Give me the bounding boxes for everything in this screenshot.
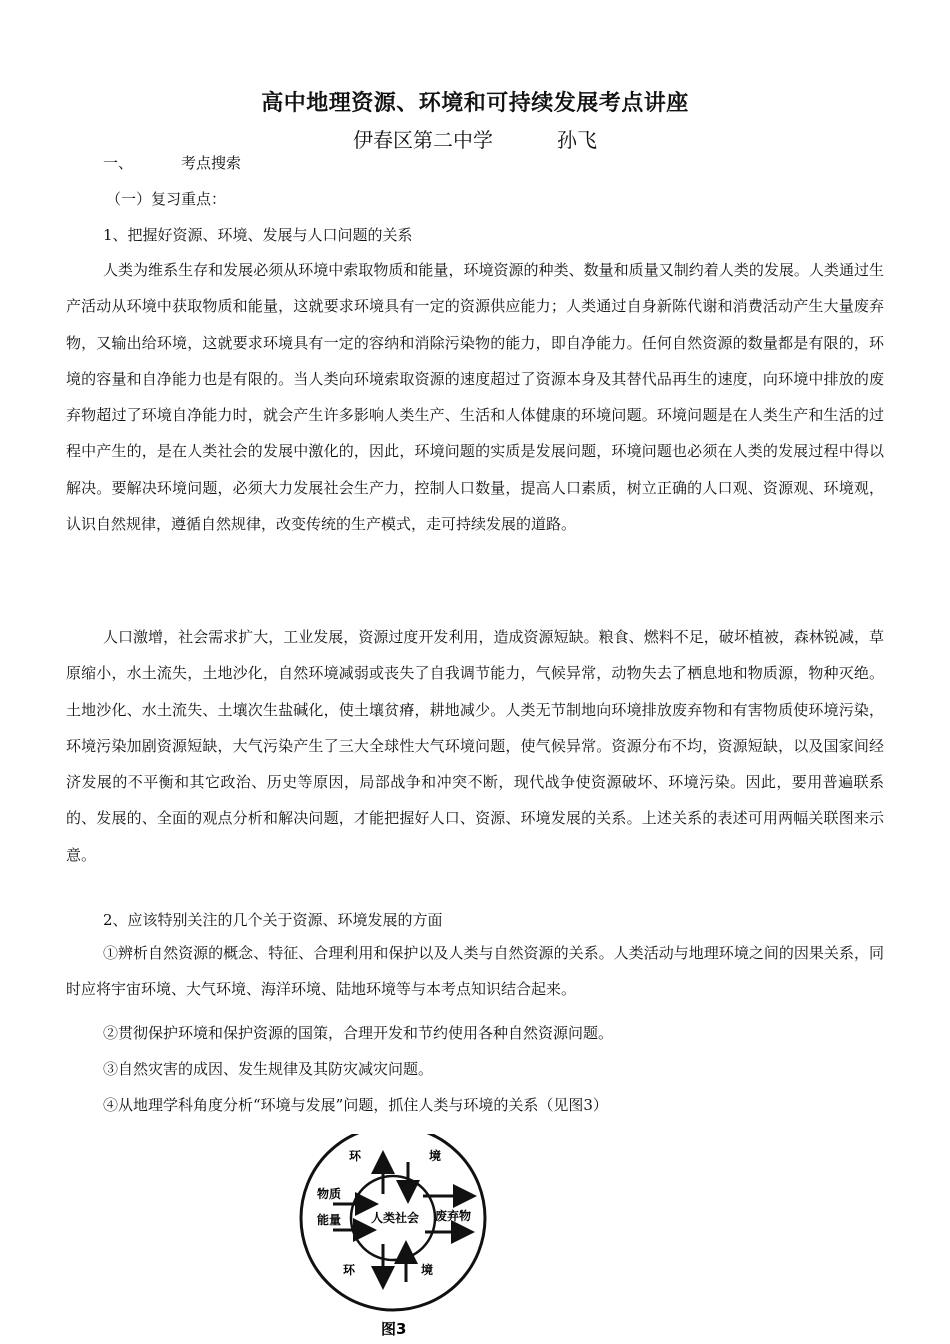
subsection-heading: （一）复习重点： xyxy=(106,190,227,208)
label-left-2: 能量 xyxy=(317,1213,342,1227)
label-top-left: 环 xyxy=(349,1149,362,1163)
list-item-1: ①辨析自然资源的概念、特征、合理利用和保护以及人类与自然资源的关系。人类活动与地理环境之间的因果关系，同时应将宇宙环境、大气环境、海洋环境、陆地环境等与本考点知识结合起来。 xyxy=(66,944,884,999)
figure-caption: 图3 xyxy=(381,1320,407,1338)
point-heading-1: 1、把握好资源、环境、发展与人口问题的关系 xyxy=(103,226,413,244)
label-bottom-right: 境 xyxy=(421,1263,434,1277)
school-name: 伊春区第二中学 xyxy=(353,128,493,152)
section-heading xyxy=(103,152,241,173)
page-title: 高中地理资源、环境和可持续发展考点讲座 xyxy=(261,91,689,116)
paragraph-2: 人口激增，社会需求扩大，工业发展，资源过度开发利用，造成资源短缺。粮食、燃料不足，破坏植被，森林锐减，草原缩小，水土流失，土地沙化，自然环境减弱或丧失了自我调节能力，气候异常，动物失去了栖息地和物质源，物种灭绝。土地沙化、水土流失、土壤次生盐碱化，使土壤贫瘠，耕地减少。人类无节制地向环境排放废弃物和有害物质使环境污染，环境污染加剧资源短缺，大气污染产生了三大全球性大气环境问题，使气候异常。资源分布不均，资源短缺，以及国家间经济发展的不平衡和其它政治、历史等原因，局部战争和冲突不断，现代战争使资源破坏、环境污染。因此，要用普遍联系的、发展的、全面的观点分析和解决问题，才能把握好人口、资源、环境发展的关系。上述关系的表述可用两幅关联图来示意。 xyxy=(66,628,884,864)
paragraph-1: 人类为维系生存和发展必须从环境中索取物质和能量，环境资源的种类、数量和质量又制约着人类的发展。人类通过生产活动从环境中获取物质和能量，这就要求环境具有一定的资源供应能力；人类通过自身新陈代谢和消费活动产生大量废弃物，又输出给环境，这就要求环境具有一定的容纳和消除污染物的能力，即自净能力。任何自然资源的数量都是有限的，环境的容量和自净能力也是有限的。当人类向环境索取资源的速度超过了资源本身及其替代品再生的速度，向环境中排放的废弃物超过了环境自净能力时，就会产生许多影响人类生产、生活和人体健康的环境问题。环境问题是在人类生产和生活的过程中产生的，是在人类社会的发展中激化的，因此，环境问题的实质是发展问题，环境问题也必须在人类的发展过程中得以解决。要解决环境问题，必须大力发展社会生产力，控制人口数量，提高人口素质，树立正确的人口观、资源观、环境观，认识自然规律，遵循自然规律，改变传统的生产模式，走可持续发展的道路。 xyxy=(66,261,884,534)
figure-3-diagram xyxy=(293,1134,503,1339)
section-title: 考点搜索 xyxy=(181,154,242,172)
list-item-2: ②贯彻保护环境和保护资源的国策，合理开发和节约使用各种自然资源问题。 xyxy=(103,1024,614,1042)
label-left-1: 物质 xyxy=(317,1187,342,1201)
environment-society-diagram xyxy=(293,1134,503,1339)
point-heading-2: 2、应该特别关注的几个关于资源、环境发展的方面 xyxy=(103,911,443,929)
author-name: 孙飞 xyxy=(557,128,597,152)
label-right: 废弃物 xyxy=(435,1209,472,1223)
list-item-4: ④从地理学科角度分析“环境与发展”问题，抓住人类与环境的关系（见图3） xyxy=(103,1096,608,1114)
label-center: 人类社会 xyxy=(371,1211,420,1225)
label-top-right: 境 xyxy=(429,1149,442,1163)
list-item-3: ③自然灾害的成因、发生规律及其防灾减灾问题。 xyxy=(103,1060,434,1078)
section-number: 一、 xyxy=(103,154,134,172)
author-line xyxy=(0,124,950,153)
label-bottom-left: 环 xyxy=(343,1263,356,1277)
